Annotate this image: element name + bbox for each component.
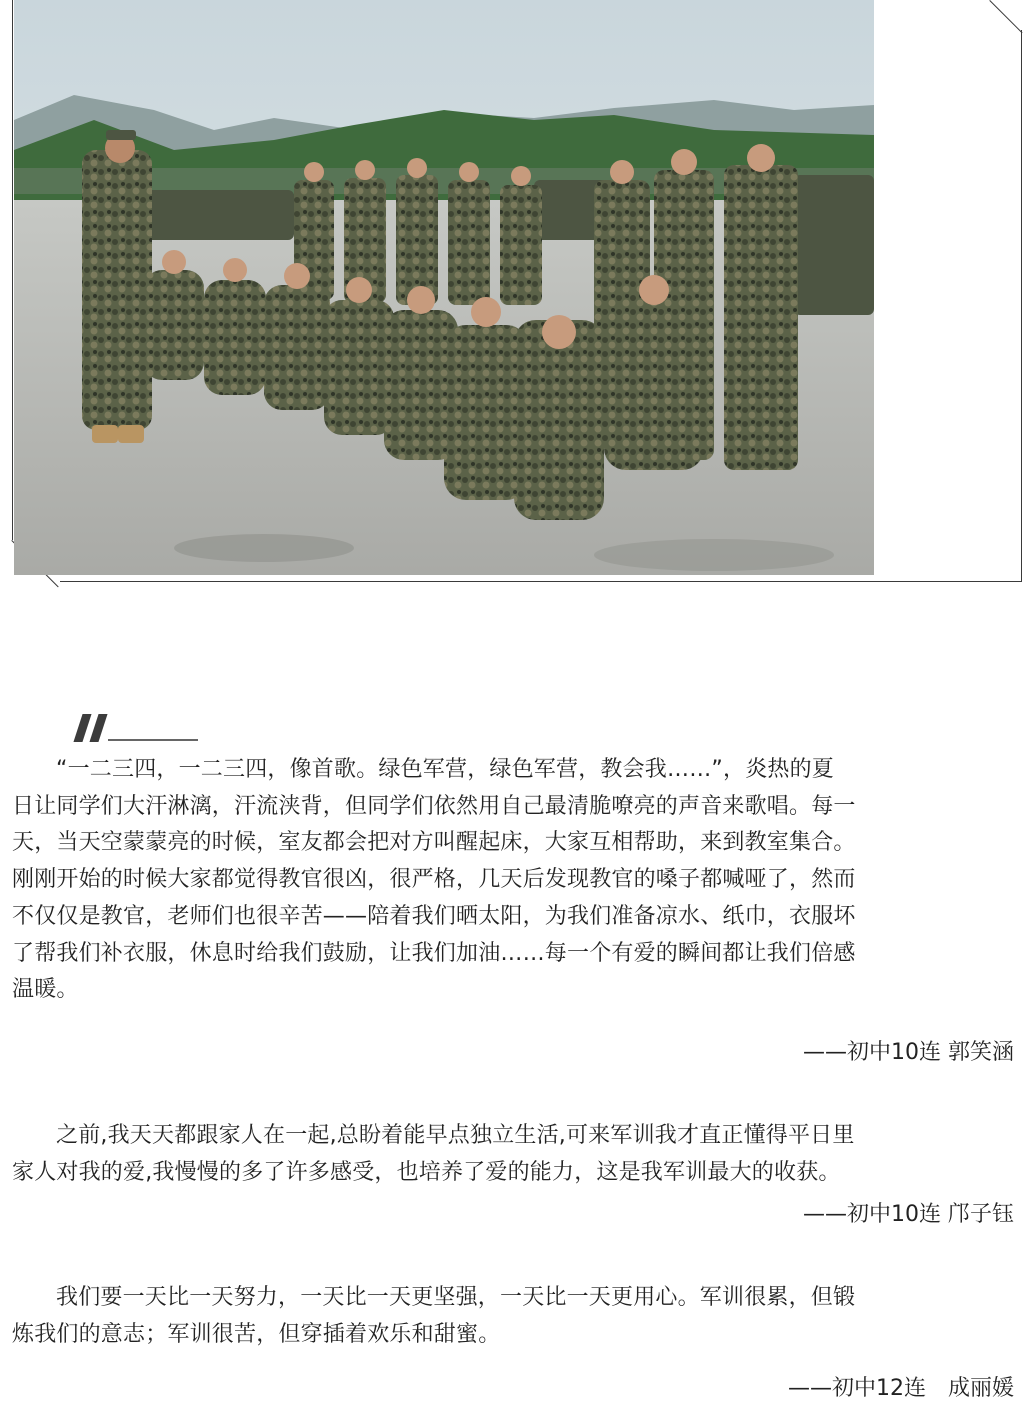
quote-mark-bar xyxy=(73,714,91,742)
quote-mark-bar xyxy=(89,714,107,742)
military-training-photo xyxy=(14,0,874,575)
photo-illustration xyxy=(14,0,874,575)
signature-1: ——初中10连 郭笑涵 xyxy=(803,1040,1014,1065)
paragraph-line: 家人对我的爱,我慢慢的多了许多感受，也培养了爱的能力，这是我军训最大的收获。 xyxy=(12,1159,841,1185)
paragraph-line: 不仅仅是教官，老师们也很辛苦——陪着我们晒太阳，为我们准备凉水、纸巾，衣服坏 xyxy=(12,903,856,929)
signature-3: ——初中12连 成丽媛 xyxy=(788,1376,1014,1401)
paragraph-line: 天，当天空蒙蒙亮的时候，室友都会把对方叫醒起床，大家互相帮助，来到教室集合。 xyxy=(12,830,856,856)
frame-left-line xyxy=(12,0,13,540)
paragraph-line: 了帮我们补衣服，休息时给我们鼓励，让我们加油……每一个有爱的瞬间都让我们倍感 xyxy=(12,940,856,966)
testimonial-paragraph-1 xyxy=(12,752,1014,1009)
paragraph-line: 日让同学们大汗淋漓，汗流浃背，但同学们依然用自己最清脆嘹亮的声音来歌唱。每一 xyxy=(12,793,856,819)
paragraph-line: 温暖。 xyxy=(12,977,79,1003)
testimonial-paragraph-2 xyxy=(12,1118,1014,1191)
paragraph-line: 刚刚开始的时候大家都觉得教官很凶，很严格，几天后发现教官的嗓子都喊哑了，然而 xyxy=(12,867,856,893)
frame-right-line xyxy=(1021,30,1022,582)
frame-corner-top-right xyxy=(989,0,1022,33)
paragraph-line: 之前,我天天都跟家人在一起,总盼着能早点独立生活,可来军训我才直正懂得平日里 xyxy=(56,1123,855,1148)
paragraph-line: 炼我们的意志；军训很苦，但穿插着欢乐和甜蜜。 xyxy=(12,1321,501,1347)
paragraph-line: 我们要一天比一天努力，一天比一天更坚强，一天比一天更用心。军训很累，但锻 xyxy=(56,1285,856,1310)
quote-mark-icon xyxy=(70,712,200,742)
frame-bottom-line xyxy=(60,581,1022,582)
signature-2: ——初中10连 邝子钰 xyxy=(803,1202,1014,1227)
paragraph-line: “一二三四，一二三四，像首歌。绿色军营，绿色军营，教会我……”，炎热的夏 xyxy=(56,757,834,782)
testimonial-paragraph-3 xyxy=(12,1280,1014,1353)
quote-mark-underline xyxy=(108,739,198,741)
